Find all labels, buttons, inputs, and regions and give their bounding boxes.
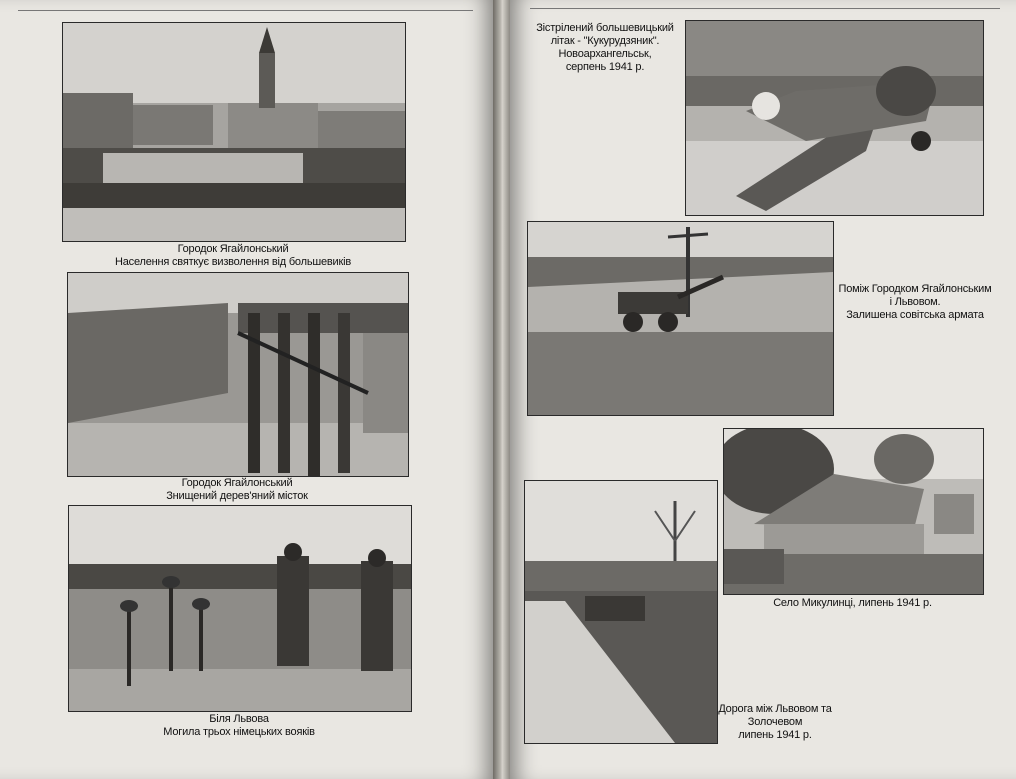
caption-line: Залишена совітська армата (846, 309, 984, 321)
photo-soldiers-grave (68, 505, 412, 712)
caption-line: літак - "Кукурудзяник". (550, 35, 660, 47)
right-page (510, 0, 1016, 779)
photo-town-square (62, 22, 406, 242)
book-spine (493, 0, 510, 779)
header-rule (18, 10, 473, 11)
caption-line: Поміж Городком Ягайлонським (838, 283, 992, 295)
bleed-text (725, 605, 995, 715)
caption-line: Знищений дерев'яний місток (166, 490, 308, 502)
caption-line: Зістрілений большевицький (536, 22, 674, 34)
caption-line: Село Микулинці, липень 1941 р. (773, 597, 932, 609)
left-page (0, 0, 493, 779)
caption-line: Дорога між Львовом та (718, 703, 832, 715)
photo-destroyed-bridge (67, 272, 409, 477)
header-rule (530, 8, 1000, 9)
caption-line: Городок Ягайлонський (181, 477, 293, 489)
caption-line: серпень 1941 р. (565, 61, 645, 73)
photo-abandoned-cannon (527, 221, 834, 416)
bleed-text (408, 18, 486, 718)
photo-road (524, 480, 718, 744)
photo-shot-down-plane (685, 20, 984, 216)
caption-line: Городок Ягайлонський (177, 243, 289, 255)
caption-line: Могила трьох німецьких вояків (163, 726, 315, 738)
photo-village (723, 428, 984, 595)
caption-soldiers-grave (68, 713, 410, 739)
caption-town-square (62, 243, 404, 269)
caption-destroyed-bridge (67, 477, 407, 503)
caption-abandoned-cannon (835, 283, 995, 322)
caption-shot-down-plane (530, 22, 680, 74)
caption-line: Золочевом (747, 716, 803, 728)
caption-line: Населення святкує визволення від большевиків (115, 256, 351, 268)
caption-line: і Львовом. (889, 296, 941, 308)
caption-line: липень 1941 р. (738, 729, 812, 741)
caption-line: Біля Львова (209, 713, 269, 725)
caption-line: Новоархангельськ, (558, 48, 652, 60)
